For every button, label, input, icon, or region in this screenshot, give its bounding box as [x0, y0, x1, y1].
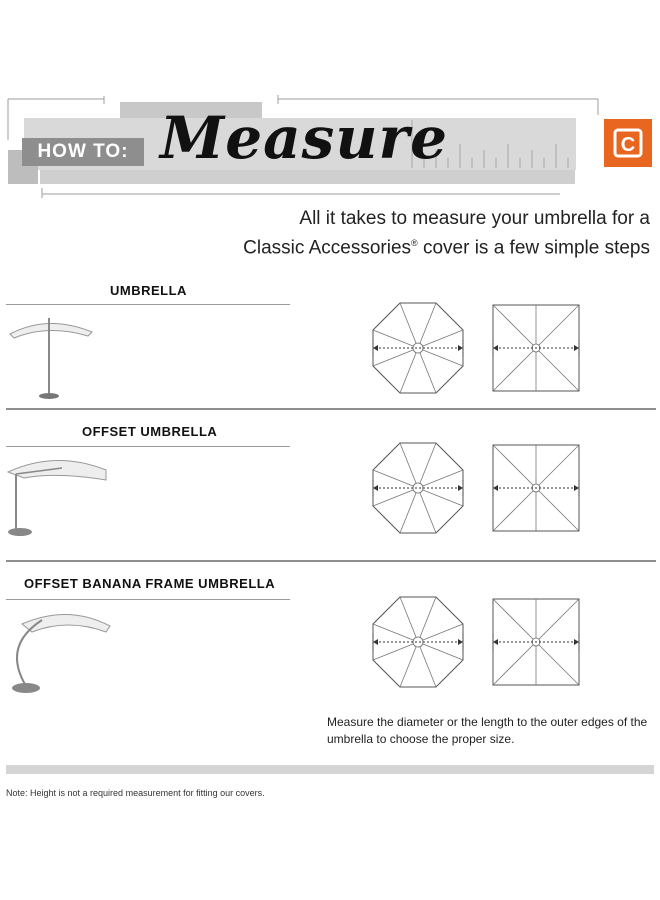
market-umbrella-icon [2, 308, 122, 418]
octagon-diagram [373, 303, 463, 393]
section-title-offset: OFFSET UMBRELLA [82, 424, 218, 439]
bottom-bar [6, 765, 654, 774]
square-diagram [493, 445, 579, 531]
section-separator [6, 408, 656, 410]
footnote: Note: Height is not a required measurement for fitting our covers. [6, 788, 265, 798]
octagon-diagram [373, 443, 463, 533]
brand-logo [604, 119, 652, 167]
section-rule [6, 446, 290, 447]
section-title-banana: OFFSET BANANA FRAME UMBRELLA [24, 576, 276, 591]
octagon-diagram [373, 597, 463, 687]
intro-text [190, 206, 650, 260]
section-rule [6, 304, 290, 305]
banana-umbrella-icon [2, 606, 132, 706]
section-separator [6, 560, 656, 562]
svg-text:C: C [620, 134, 636, 156]
section-title-umbrella: UMBRELLA [110, 283, 187, 298]
intro-line-1: All it takes to measure your umbrella for a [299, 208, 650, 229]
square-diagram [493, 305, 579, 391]
offset-umbrella-icon [2, 452, 122, 542]
howto-label: HOW TO: [22, 138, 144, 166]
instruction-text: Measure the diameter or the length to the outer edges of the umbrella to choose the proper size. [327, 715, 648, 746]
brand-logo-icon [610, 125, 646, 161]
intro-line-2: Classic Accessories® cover is a few simple steps [243, 237, 650, 259]
section-rule [6, 599, 290, 600]
page-title: Measure [160, 104, 448, 172]
header-banner [0, 0, 660, 200]
square-diagram [493, 599, 579, 685]
